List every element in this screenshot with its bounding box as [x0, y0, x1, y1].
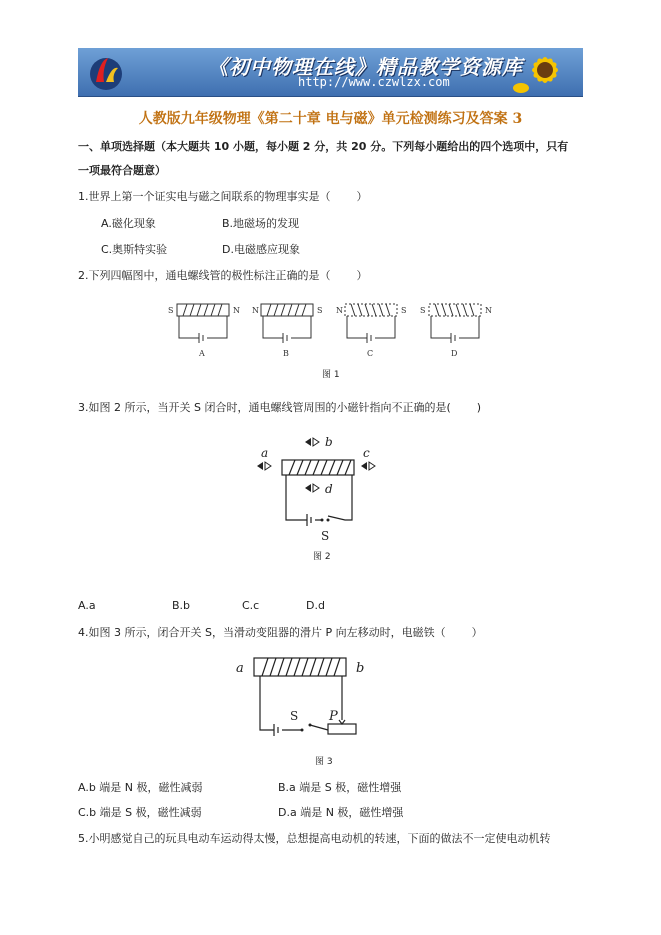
question-stem: 如图 3 所示，闭合开关 S，当滑动变阻器的滑片 P 向左移动时，电磁铁（: [88, 626, 446, 639]
section-heading-line2: 一项最符合题意）: [78, 164, 166, 177]
header-banner: [78, 48, 583, 97]
banner-url: http://www.czwlzx.com: [298, 75, 450, 89]
figure-2: [255, 430, 385, 545]
option-4b: B.a 端是 S 极，磁性增强: [278, 781, 402, 794]
sunflower-icon: [513, 48, 573, 96]
fig1-pole-c-left: N: [336, 306, 343, 315]
option-4a: A.b 端是 N 极，磁性减弱: [78, 781, 203, 794]
question-number: 5.: [78, 832, 89, 845]
option-4d: D.a 端是 N 极，磁性增强: [278, 806, 404, 819]
option-1d: D.电磁感应现象: [222, 243, 300, 256]
fig1-pole-d-right: N: [485, 306, 492, 315]
option-1a: A.磁化现象: [101, 217, 156, 230]
fig2-label-switch: S: [321, 529, 330, 543]
fig2-label-c: c: [363, 446, 370, 460]
fig2-label-b: b: [325, 435, 333, 449]
question-3: [78, 401, 481, 415]
question-stem: 如图 2 所示，当开关 S 闭合时，通电螺线管周围的小磁针指向不正确的是(: [88, 401, 451, 414]
fig3-label-p: P: [329, 709, 338, 724]
fig3-label-b: b: [356, 661, 365, 676]
question-stem: 下列四幅图中，通电螺线管的极性标注正确的是（: [88, 269, 331, 282]
figure-1-caption: 图 1: [322, 370, 340, 380]
fig1-panel-c: C: [367, 349, 374, 358]
question-2: [78, 269, 368, 283]
question-stem-end: ）: [356, 269, 368, 282]
option-3a: A.a: [78, 599, 96, 612]
option-4c: C.b 端是 S 极，磁性减弱: [78, 806, 202, 819]
fig1-panel-b: B: [283, 349, 289, 358]
option-1b: B.地磁场的发现: [222, 217, 300, 230]
section-heading-line1: 一、单项选择题（本大题共 10 小题，每小题 2 分，共 20 分。下列每小题给出的四个选项中，只有: [78, 140, 569, 153]
option-1c: C.奥斯特实验: [101, 243, 168, 256]
question-stem-end: ）: [356, 190, 368, 203]
question-5: [78, 832, 551, 846]
figure-1: [165, 298, 505, 363]
question-stem-end: ）: [471, 626, 483, 639]
fig2-label-a: a: [261, 446, 269, 460]
document-title: 人教版九年级物理《第二十章 电与磁》单元检测练习及答案 3: [138, 111, 523, 127]
fig1-panel-a: A: [199, 349, 205, 358]
site-logo-icon: [86, 52, 126, 92]
question-number: 4.: [78, 626, 89, 639]
fig3-label-a: a: [236, 661, 244, 676]
option-3b: B.b: [172, 599, 191, 612]
fig1-pole-b-left: N: [252, 306, 259, 315]
question-number: 3.: [78, 401, 89, 414]
banner-title: 《初中物理在线》精品教学资源库: [208, 55, 523, 79]
fig1-pole-a-right: N: [233, 306, 240, 315]
figure-3-caption: 图 3: [315, 757, 333, 767]
question-number: 1.: [78, 190, 89, 203]
figure-3: [232, 650, 372, 750]
question-number: 2.: [78, 269, 89, 282]
question-4: [78, 626, 483, 640]
fig1-pole-c-right: S: [401, 306, 407, 315]
fig1-panel-d: D: [451, 349, 458, 358]
figure-2-caption: 图 2: [313, 552, 331, 562]
question-stem: 世界上第一个证实电与磁之间联系的物理事实是（: [88, 190, 331, 203]
question-stem-end: ): [476, 401, 482, 414]
option-3c: C.c: [242, 599, 260, 612]
fig1-pole-b-right: S: [317, 306, 323, 315]
fig2-label-d: d: [325, 482, 333, 496]
question-stem: 小明感觉自己的玩具电动车运动得太慢，总想提高电动机的转速，下面的做法不一定使电动机转: [88, 832, 551, 845]
fig1-pole-a-left: S: [168, 306, 174, 315]
fig3-label-switch: S: [290, 709, 299, 723]
fig1-pole-d-left: S: [420, 306, 426, 315]
question-1: [78, 190, 368, 204]
option-3d: D.d: [306, 599, 325, 612]
